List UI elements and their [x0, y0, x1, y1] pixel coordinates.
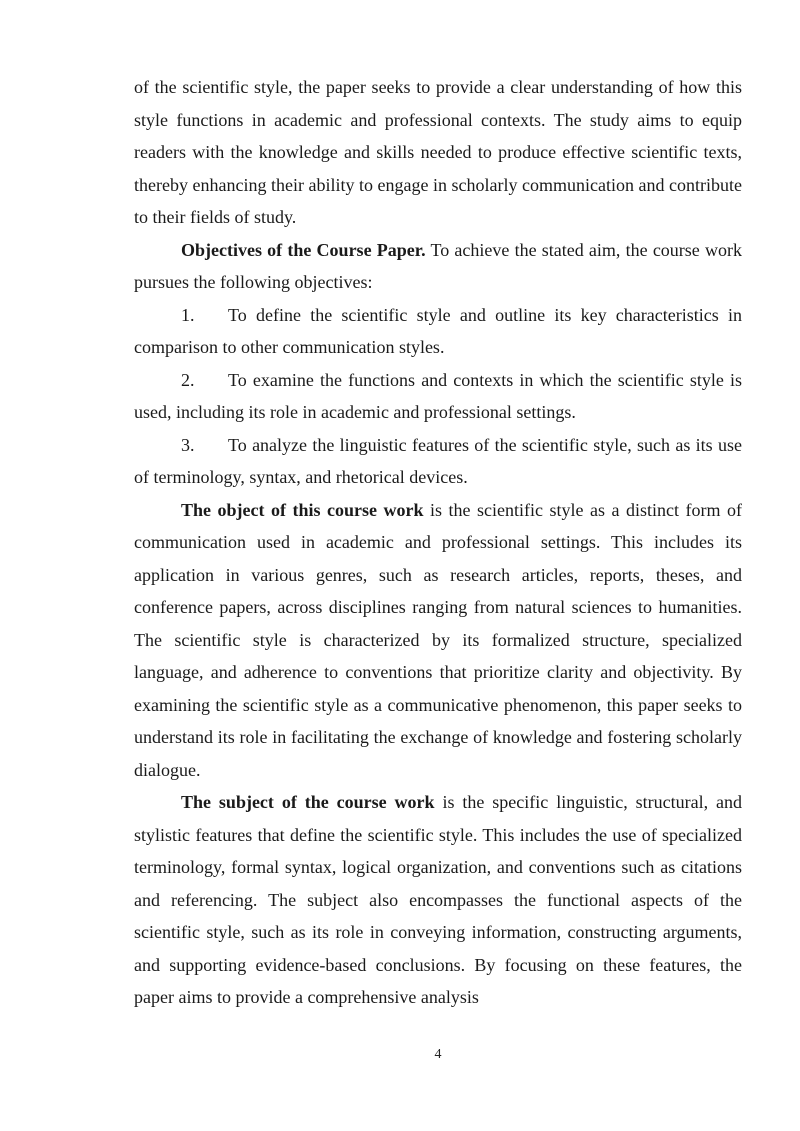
- list-item-number: 3.: [181, 434, 195, 455]
- paragraph-subject: [134, 786, 742, 1014]
- list-item: [134, 299, 742, 364]
- paragraph-objectives: [134, 234, 742, 299]
- page-number: 4: [434, 1047, 442, 1062]
- paragraph-object: [134, 494, 742, 787]
- list-item-number: 2.: [181, 369, 195, 390]
- list-item-text: To define the scientific style and outline its key characteristics in comparison to other communication styles.: [134, 304, 742, 357]
- list-item-text: To examine the functions and contexts in which the scientific style is used, including its role in academic and professional settings.: [134, 369, 742, 422]
- list-item: [134, 364, 742, 429]
- subject-text: is the specific linguistic, structural, and stylistic features that define the scientific style. This includes the use of specialized terminology, formal syntax, logical organization, and conventions such as citations and referencing. The subject also encompasses the functional aspects of the scientific style, such as its role in conveying information, constructing arguments, and supporting evidence-based conclusions. By focusing on these features, the paper aims to provide a comprehensive analysis: [134, 792, 742, 1007]
- page-body: [134, 71, 742, 1014]
- list-item: [134, 429, 742, 494]
- object-heading: The object of this course work: [181, 499, 424, 520]
- list-item-number: 1.: [181, 304, 195, 325]
- subject-heading: The subject of the course work: [181, 792, 435, 812]
- paragraph-continuation: of the scientific style, the paper seeks to provide a clear understanding of how this style functions in academic and professional contexts. The study aims to equip readers with the knowledge and skills needed to produce effective scientific texts, thereby enhancing their ability to engage in scholarly communication and contribute to their fields of study.: [134, 77, 742, 227]
- list-item-text: To analyze the linguistic features of the scientific style, such as its use of terminology, syntax, and rhetorical devices.: [134, 434, 742, 487]
- objectives-heading: Objectives of the Course Paper.: [181, 239, 426, 260]
- object-text: is the scientific style as a distinct form of communication used in academic and professional settings. This includes its application in various genres, such as research articles, reports, theses, and conference papers, across disciplines ranging from natural sciences to humanities. The scientific style is characterized by its formalized structure, specialized language, and adherence to conventions that prioritize clarity and objectivity. By examining the scientific style as a communicative phenomenon, this paper seeks to understand its role in facilitating the exchange of knowledge and fostering scholarly dialogue.: [134, 499, 742, 780]
- objectives-intro: To achieve the stated aim, the course work pursues the following objectives:: [134, 239, 742, 292]
